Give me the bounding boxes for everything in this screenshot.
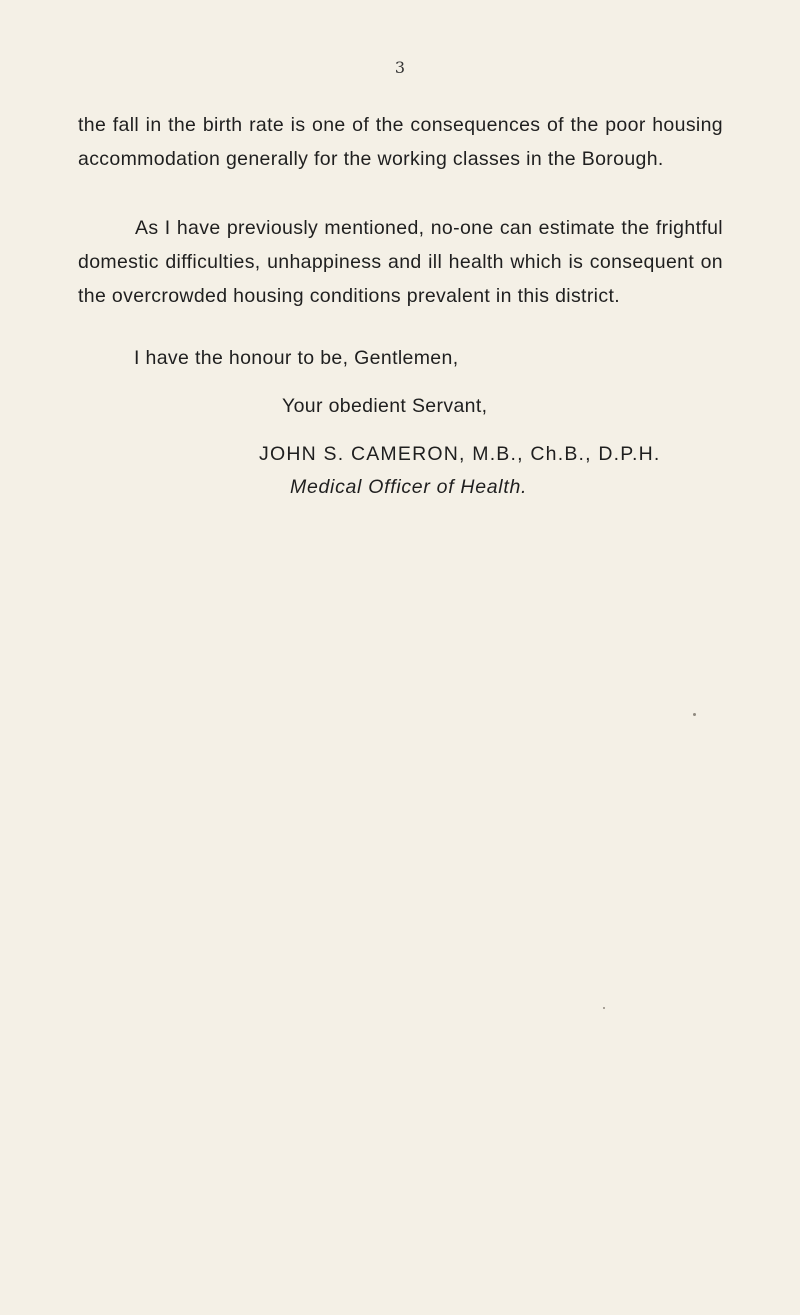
letter-sign-off: Your obedient Servant, <box>282 395 488 417</box>
paper-speck <box>693 713 696 716</box>
paragraph-housing-conditions: As I have previously mentioned, no-one can estimate the frightful domestic difficulties, unhappiness and ill health which is consequent on the overcrowded housing conditions prevalent in this district. <box>78 217 723 307</box>
letter-closing: I have the honour to be, Gentlemen, <box>134 347 459 369</box>
officer-title: Medical Officer of Health. <box>290 476 528 498</box>
letter-signature: JOHN S. CAMERON, M.B., Ch.B., D.P.H. <box>259 443 661 465</box>
paper-speck <box>603 1007 605 1009</box>
paragraph-birth-rate: the fall in the birth rate is one of the consequences of the poor housing accommodation generally for the working classes in the Borough. <box>78 114 723 170</box>
page-number: 3 <box>394 58 406 77</box>
